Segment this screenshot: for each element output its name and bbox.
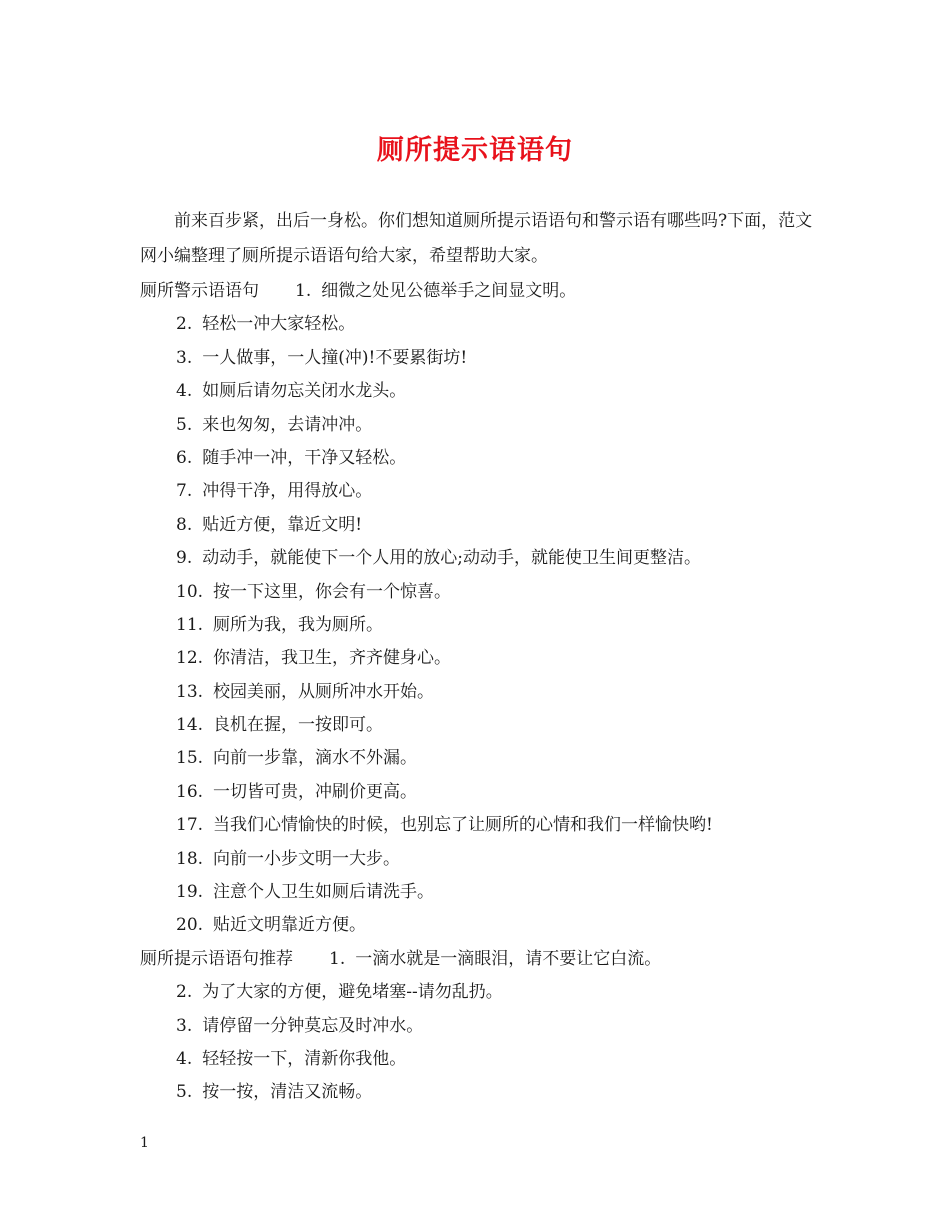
list-item-number: 3. [176,347,193,368]
list-item-number: 7. [176,481,193,502]
list-item-number: 11. [176,614,204,635]
list-item [140,409,830,442]
list-item [140,308,830,341]
list-item-number: 5. [176,414,193,435]
list-item-number: 1. [295,281,312,301]
list-item [140,642,830,675]
list-item-text: 来也匆匆，去请冲冲。 [202,414,373,435]
list-item-text: 贴近方便，靠近文明! [202,514,363,535]
list-item-text: 按一按，清洁又流畅。 [202,1082,373,1103]
page-number: 1 [140,1135,149,1151]
list-item [140,375,830,408]
list-item [140,542,830,575]
list-item [140,709,830,742]
list-item-number: 12. [176,648,204,669]
list-item-text: 一人做事，一人撞(冲)!不要累街坊! [202,347,468,368]
list-item [140,1010,830,1043]
section-heading: 厕所提示语语句推荐 [140,948,293,969]
document-body [140,275,830,1110]
list-item-text: 轻松一冲大家轻松。 [202,314,356,335]
list-item [140,843,830,876]
list-item-text: 随手冲一冲，干净又轻松。 [202,447,407,468]
list-item-number: 13. [176,681,204,702]
list-item-text: 动动手，就能使下一个人用的放心;动动手，就能使卫生间更整洁。 [202,548,701,569]
intro-paragraph: 前来百步紧，出后一身松。你们想知道厕所提示语语句和警示语有哪些吗?下面，范文网小编整理了厕所提示语语句给大家，希望帮助大家。 [140,211,813,266]
list-item-text: 如厕后请勿忘关闭水龙头。 [202,381,407,402]
document-title: 厕所提示语语句 [377,135,573,166]
list-item-text: 细微之处见公德举手之间显文明。 [321,281,577,301]
list-item-text: 向前一步靠，滴水不外漏。 [213,748,418,769]
list-item [140,1076,830,1109]
list-item-number: 20. [176,915,204,936]
list-item-text: 贴近文明靠近方便。 [213,915,367,936]
list-item-text: 良机在握，一按即可。 [213,715,384,736]
list-item-number: 15. [176,748,204,769]
list-item [140,676,830,709]
list-item [140,475,830,508]
list-item-number: 19. [176,882,204,903]
list-item [140,876,830,909]
section-heading: 厕所警示语语句 [140,281,259,301]
list-item-number: 17. [176,815,204,836]
section-heading-line [140,275,830,308]
list-item [140,909,830,942]
list-item-number: 16. [176,781,204,802]
list-item [140,1043,830,1076]
list-item-text: 向前一小步文明一大步。 [213,848,401,869]
list-item-text: 轻轻按一下，清新你我他。 [202,1048,407,1069]
list-item [140,809,830,842]
list-item-text: 一切皆可贵，冲刷价更高。 [213,781,418,802]
list-item-number: 9. [176,548,193,569]
list-item-number: 6. [176,447,193,468]
list-item-number: 14. [176,715,204,736]
list-item [140,776,830,809]
list-item [140,342,830,375]
list-item-text: 注意个人卫生如厕后请洗手。 [213,882,435,903]
list-item-text: 一滴水就是一滴眼泪，请不要让它白流。 [355,948,662,969]
list-item-text: 请停留一分钟莫忘及时冲水。 [202,1015,424,1036]
list-item [140,609,830,642]
list-item [140,976,830,1009]
list-item-text: 当我们心情愉快的时候，也别忘了让厕所的心情和我们一样愉快哟! [213,815,713,836]
list-item [140,742,830,775]
list-item-text: 冲得干净，用得放心。 [202,481,373,502]
list-item-number: 4. [176,1048,193,1069]
list-item [140,442,830,475]
list-item-text: 按一下这里，你会有一个惊喜。 [213,581,452,602]
list-item-text: 你清洁，我卫生，齐齐健身心。 [213,648,452,669]
list-item-number: 2. [176,314,193,335]
list-item-number: 1. [329,948,346,969]
list-item-number: 2. [176,982,193,1003]
list-item-text: 厕所为我，我为厕所。 [213,614,384,635]
list-item [140,576,830,609]
list-item-number: 4. [176,381,193,402]
list-item-text: 为了大家的方便，避免堵塞--请勿乱扔。 [202,982,503,1003]
list-item-number: 8. [176,514,193,535]
list-item-text: 校园美丽，从厕所冲水开始。 [213,681,435,702]
list-item-number: 10. [176,581,204,602]
list-item [295,275,576,308]
list-item-number: 18. [176,848,204,869]
list-item [140,509,830,542]
list-item [329,943,661,976]
list-item-number: 3. [176,1015,193,1036]
list-item-number: 5. [176,1082,193,1103]
section-heading-line [140,943,830,976]
